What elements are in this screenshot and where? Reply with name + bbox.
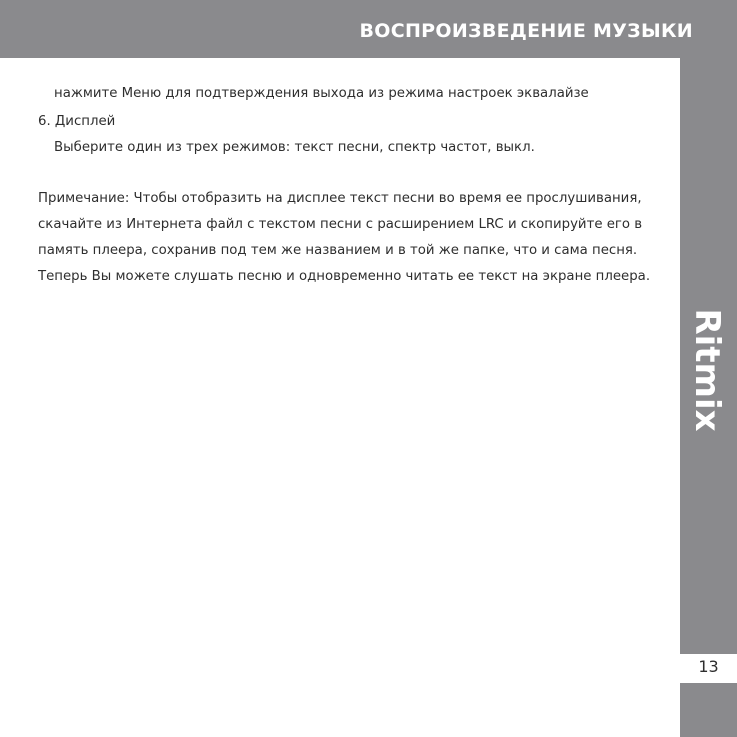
note-line: память плеера, сохранив под тем же названием и в той же папке, что и сама песня. [38,243,638,258]
note-line: Теперь Вы можете слушать песню и одновременно читать ее текст на экране плеера. [38,269,651,284]
ritmix-logo [683,300,733,440]
page-number: 13 [698,657,719,676]
note-line: Примечание: Чтобы отобразить на дисплее текст песни во время ее прослушивания, [38,191,642,206]
page-title: ВОСПРОИЗВЕДЕНИЕ МУЗЫКИ [359,20,693,42]
note-line: скачайте из Интернета файл с текстом песни с расширением LRC и скопируйте его в [38,217,643,232]
instruction-line: нажмите Меню для подтверждения выхода из режима настроек эквалайзе [54,86,589,101]
logo-text: Ritmix [687,308,727,432]
section-heading: 6. Дисплей [38,114,116,129]
display-modes-line: Выберите один из трех режимов: текст песни, спектр частот, выкл. [54,140,535,155]
